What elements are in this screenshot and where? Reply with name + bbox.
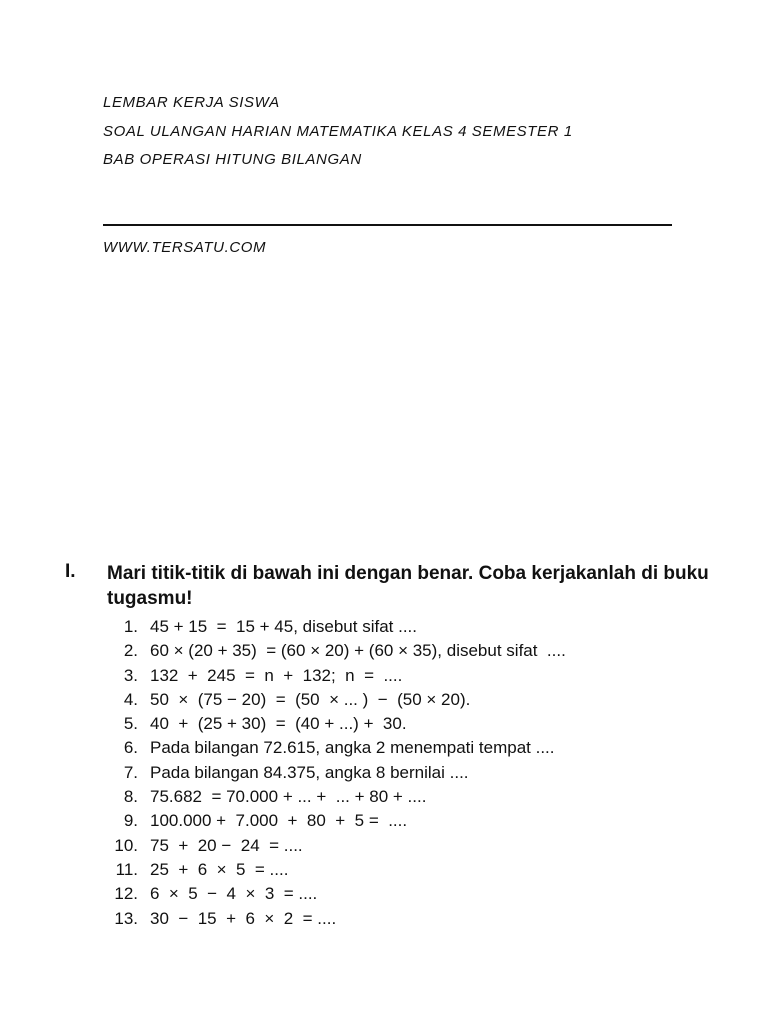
question-number: 13. [114,908,138,928]
question-text: 25 + 6 × 5 = .... [150,859,289,879]
website-text: WWW.TERSATU.COM [103,239,267,256]
question-text: 75 + 20 − 24 = .... [150,835,303,855]
question-number: 1. [123,617,138,636]
question-text: 132 + 245 = n + 132; n = .... [150,665,403,685]
question-text: 40 + (25 + 30) = (40 + ...) + 30. [150,714,407,734]
question-item [100,666,566,690]
question-text: 50 × (75 − 20) = (50 × ... ) − (50 × 20). [150,689,471,709]
question-text: 100.000 + 7.000 + 80 + 5 = .... [150,811,408,831]
question-text: 30 − 15 + 6 × 2 = .... [150,908,337,928]
question-number: 11. [115,859,138,879]
divider [103,224,672,226]
question-number: 8. [123,787,138,807]
question-item [100,787,566,811]
question-text: Pada bilangan 84.375, angka 8 bernilai .... [150,762,469,782]
question-item [100,884,566,908]
question-item [100,617,566,641]
question-text: 75.682 = 70.000 + ... + ... + 80 + .... [150,787,427,807]
question-item [100,714,566,738]
question-number: 9. [123,811,138,831]
header-subtitle: SOAL ULANGAN HARIAN MATEMATIKA KELAS 4 SEMESTER 1 [103,123,573,140]
header-title: LEMBAR KERJA SISWA [103,94,280,111]
question-text: 45 + 15 = 15 + 45, disebut sifat .... [150,617,417,636]
question-number: 5. [123,714,138,734]
question-list [100,617,566,933]
question-item [100,811,566,835]
question-item [100,909,566,933]
question-number: 10. [114,835,138,855]
question-item [100,763,566,787]
question-number: 12. [114,884,138,904]
question-item [100,690,566,714]
question-number: 6. [123,738,138,758]
question-number: 4. [123,689,138,709]
question-text: 6 × 5 − 4 × 3 = .... [150,884,318,904]
question-item [100,836,566,860]
question-item [100,641,566,665]
question-text: Pada bilangan 72.615, angka 2 menempati tempat .... [150,738,555,758]
question-number: 3. [123,665,138,685]
section-instruction: Mari titik-titik di bawah ini dengan benar. Coba kerjakanlah di buku tugasmu! [107,563,709,609]
question-number: 2. [123,641,138,661]
header-chapter: BAB OPERASI HITUNG BILANGAN [103,151,362,168]
question-item [100,860,566,884]
question-item [100,738,566,762]
question-number: 7. [123,762,138,782]
section-numeral: I. [65,561,76,582]
question-text: 60 × (20 + 35) = (60 × 20) + (60 × 35), disebut sifat .... [150,641,566,661]
